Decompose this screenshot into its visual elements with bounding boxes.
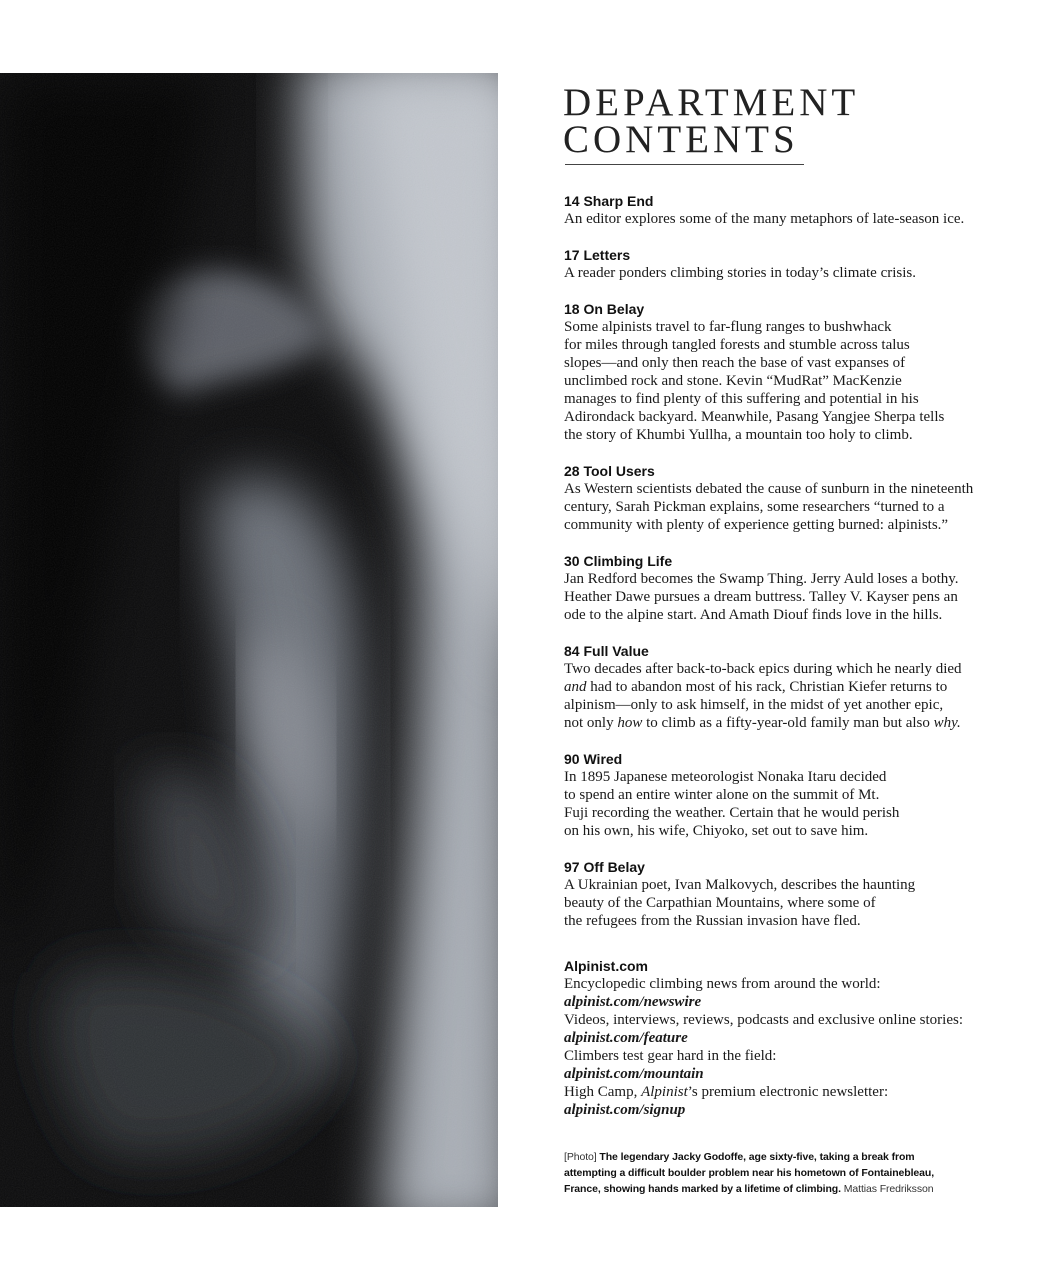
- website-links: [564, 975, 1004, 1119]
- entry-description: Two decades after back-to-back epics during which he nearly died and had to abandon most of his rack, Christian Kiefer returns to alpinism—only to ask himself, in the midst of yet another epic, not only how to climb as a fifty-year-old family man but also why.: [564, 661, 962, 731]
- entry-heading[interactable]: 30 Climbing Life: [564, 553, 673, 569]
- website-section: [564, 957, 1004, 1119]
- entry-heading[interactable]: 84 Full Value: [564, 643, 649, 659]
- photo-caption: [564, 1149, 936, 1197]
- entry-description: A reader ponders climbing stories in today’s climate crisis.: [564, 265, 917, 281]
- page-title-line1: DEPARTMENT: [563, 81, 860, 124]
- website-description: Encyclopedic climbing news from around the world:: [564, 976, 881, 992]
- contents-entry-tool-users: [564, 462, 1004, 534]
- entry-heading[interactable]: 28 Tool Users: [564, 463, 655, 479]
- page-title-line2: CONTENTS: [563, 118, 799, 161]
- entry-description: In 1895 Japanese meteorologist Nonaka Itaru decided to spend an entire winter alone on the summit of Mt. Fuji recording the weather. Certain that he would perish on his own, his wife, Chiyoko, set out to save him.: [564, 769, 900, 839]
- contents-entry-sharp-end: [564, 192, 1004, 228]
- website-link-mountain[interactable]: alpinist.com/mountain: [564, 1066, 704, 1082]
- contents-entry-on-belay: [564, 300, 1004, 444]
- entry-heading[interactable]: 14 Sharp End: [564, 193, 654, 209]
- contents-entry-letters: [564, 246, 1004, 282]
- caption-text: The legendary Jacky Godoffe, age sixty-five, taking a break from attempting a difficult boulder problem near his hometown of Fontainebleau, France, showing hands marked by a lifetime of climbing.: [564, 1151, 935, 1195]
- website-description: Climbers test gear hard in the field:: [564, 1048, 777, 1064]
- website-link-signup[interactable]: alpinist.com/signup: [564, 1102, 686, 1118]
- website-link-feature[interactable]: alpinist.com/feature: [564, 1030, 688, 1046]
- website-description: Videos, interviews, reviews, podcasts and exclusive online stories:: [564, 1012, 964, 1028]
- website-link-newswire[interactable]: alpinist.com/newswire: [564, 994, 702, 1010]
- contents-entry-wired: [564, 750, 1004, 840]
- entry-heading[interactable]: 97 Off Belay: [564, 859, 645, 875]
- entry-heading[interactable]: 90 Wired: [564, 751, 623, 767]
- website-heading[interactable]: Alpinist.com: [564, 958, 649, 974]
- blurred-photo-hand: [0, 73, 498, 1207]
- photo-credit: Mattias Fredriksson: [843, 1183, 934, 1195]
- entry-heading[interactable]: 18 On Belay: [564, 301, 645, 317]
- entry-description: Some alpinists travel to far-flung ranges to bushwhack for miles through tangled forests and stumble across talus slopes—and only then reach the base of vast expanses of unclimbed rock and stone. Kevin “MudRat” MacKenzie manages to find plenty of this suffering and potential in his Adirondack backyard. Meanwhile, Pasang Yangjee Sherpa tells the story of Khumbi Yullha, a mountain too holy to climb.: [564, 319, 945, 443]
- entry-description: Jan Redford becomes the Swamp Thing. Jerry Auld loses a bothy. Heather Dawe pursues a dream buttress. Talley V. Kayser pens an ode to the alpine start. And Amath Diouf finds love in the hills.: [564, 571, 959, 623]
- title-divider: [565, 164, 804, 165]
- caption-tag: [Photo]: [564, 1151, 597, 1163]
- photo-illustration: [0, 73, 498, 1207]
- contents-list: [564, 192, 1004, 948]
- entry-description: An editor explores some of the many metaphors of late-season ice.: [564, 211, 965, 227]
- entry-description: As Western scientists debated the cause of sunburn in the nineteenth century, Sarah Pickman explains, some researchers “turned to a community with plenty of experience getting burned: alpinists.”: [564, 481, 974, 533]
- page-title: [563, 81, 860, 161]
- entry-description: A Ukrainian poet, Ivan Malkovych, describes the haunting beauty of the Carpathian Mountains, where some of the refugees from the Russian invasion have fled.: [564, 877, 916, 929]
- contents-entry-climbing-life: [564, 552, 1004, 624]
- contents-entry-full-value: [564, 642, 1004, 732]
- contents-entry-off-belay: [564, 858, 1004, 930]
- website-description: High Camp, Alpinist’s premium electronic newsletter:: [564, 1084, 889, 1100]
- entry-heading[interactable]: 17 Letters: [564, 247, 631, 263]
